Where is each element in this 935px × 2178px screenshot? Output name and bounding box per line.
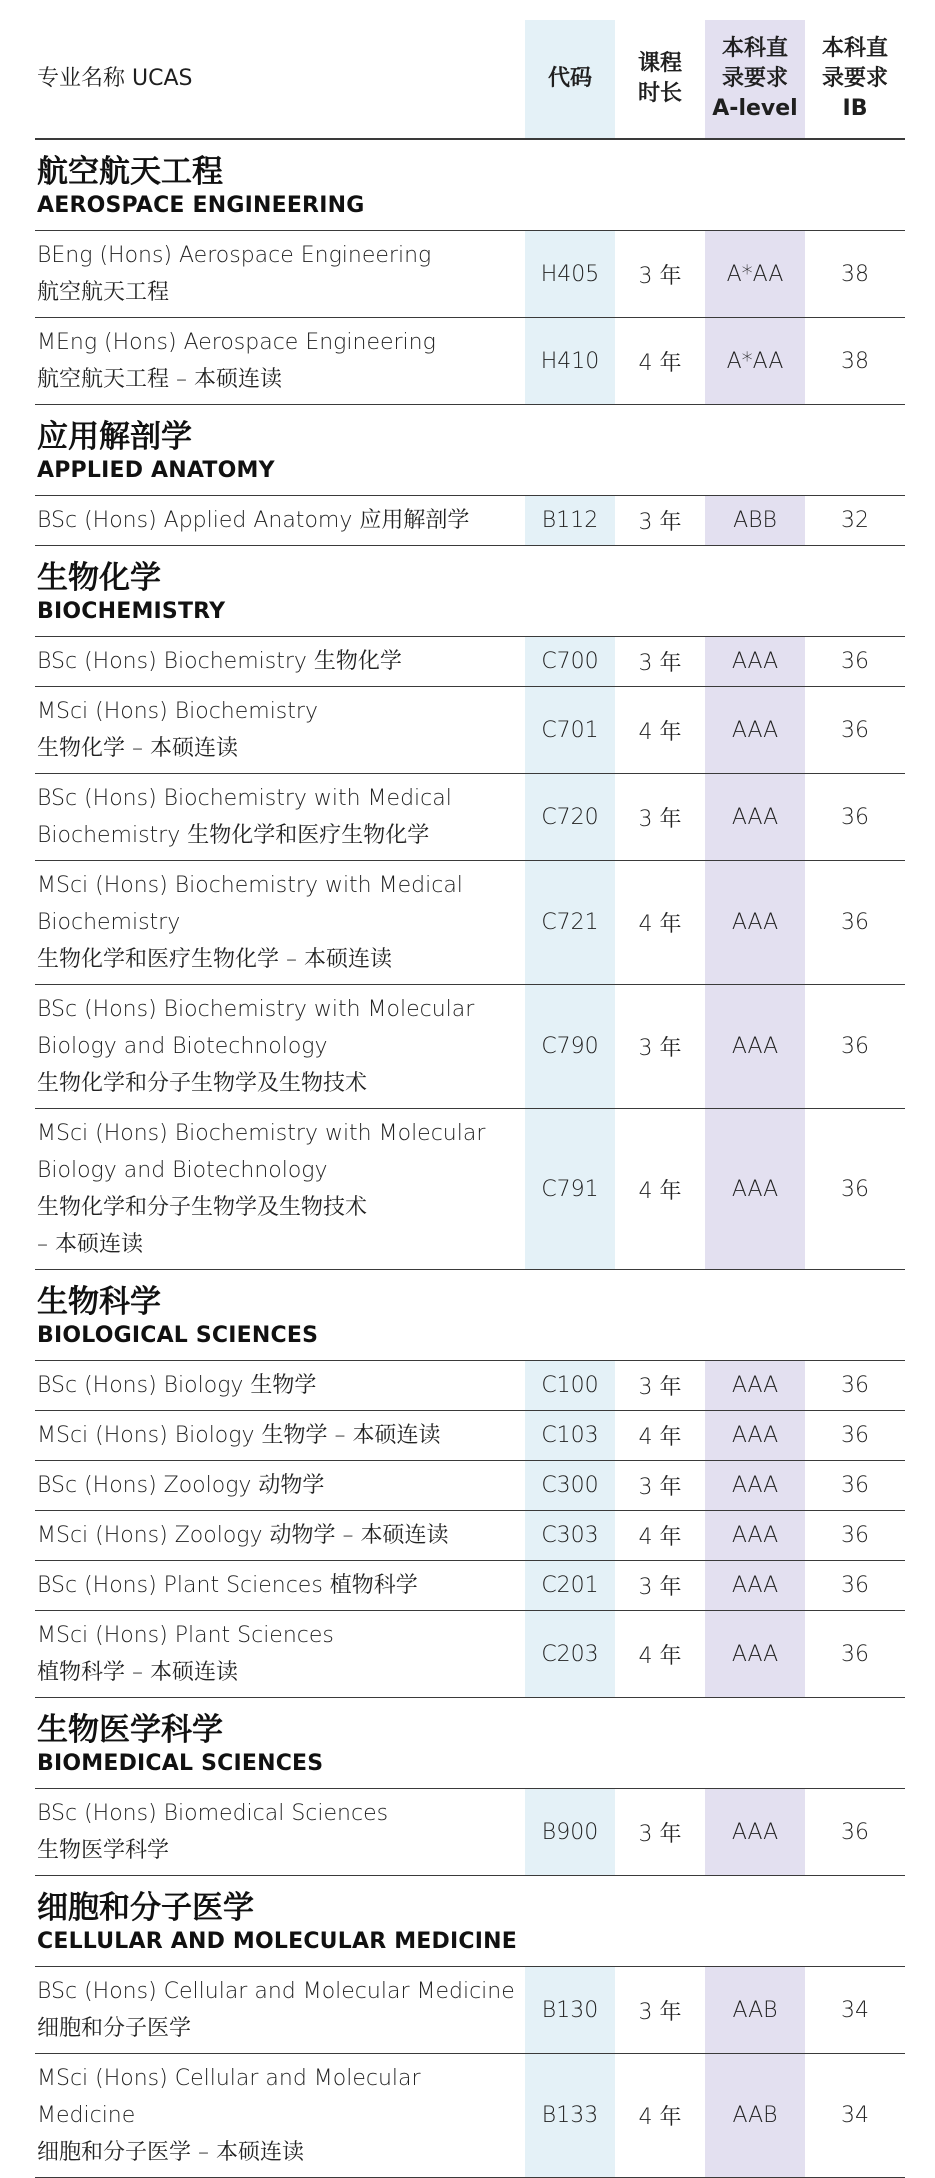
header-duration	[615, 20, 705, 139]
course-duration: 4 年	[615, 1611, 705, 1698]
course-duration: 4 年	[615, 318, 705, 405]
course-duration: 4 年	[615, 1109, 705, 1270]
section-header	[35, 1698, 905, 1789]
course-ib: 36	[805, 637, 905, 687]
course-duration: 3 年	[615, 231, 705, 318]
course-name	[35, 2054, 525, 2178]
course-duration: 3 年	[615, 1361, 705, 1411]
course-duration: 3 年	[615, 1789, 705, 1876]
section-title-zh: 应用解剖学	[37, 419, 192, 455]
course-duration: 4 年	[615, 861, 705, 985]
course-code: B900	[525, 1789, 615, 1876]
course-alevel: AAA	[705, 774, 805, 861]
course-alevel: A*AA	[705, 231, 805, 318]
course-row	[35, 1561, 905, 1611]
course-alevel: A*AA	[705, 318, 805, 405]
course-duration: 4 年	[615, 1511, 705, 1561]
course-name	[35, 231, 525, 318]
section-title-en: BIOCHEMISTRY	[37, 599, 226, 624]
section-header-row	[35, 1698, 905, 1789]
course-code: C100	[525, 1361, 615, 1411]
course-name	[35, 1611, 525, 1698]
section-title-en: AEROSPACE ENGINEERING	[37, 193, 365, 218]
section-title-zh: 生物科学	[37, 1284, 161, 1320]
course-row	[35, 1109, 905, 1270]
course-code: C701	[525, 687, 615, 774]
course-code: H410	[525, 318, 615, 405]
course-row	[35, 1789, 905, 1876]
course-name	[35, 1967, 525, 2054]
header-alevel-line: A-level	[712, 96, 798, 121]
header-code	[525, 20, 615, 139]
header-code-label: 代码	[547, 66, 592, 91]
section-header-row	[35, 139, 905, 231]
course-name-line: MSci (Hons) Zoology 动物学 – 本硕连读	[37, 1523, 449, 1548]
course-ib: 36	[805, 1561, 905, 1611]
section-title-en: BIOMEDICAL SCIENCES	[37, 1751, 324, 1776]
course-name-line: BSc (Hons) Biomedical Sciences	[37, 1801, 389, 1826]
course-row	[35, 231, 905, 318]
course-name-line: 航空航天工程 – 本硕连读	[37, 367, 282, 392]
course-code: B130	[525, 1967, 615, 2054]
header-duration-line: 课程	[637, 51, 682, 76]
course-row	[35, 687, 905, 774]
header-ib-line: 本科直	[821, 36, 888, 61]
course-name-line: 生物化学和分子生物学及生物技术	[37, 1195, 368, 1220]
course-row	[35, 985, 905, 1109]
course-duration: 3 年	[615, 496, 705, 546]
course-row	[35, 496, 905, 546]
course-name-line: BSc (Hons) Biochemistry with Medical	[37, 786, 452, 811]
section-title-en: APPLIED ANATOMY	[37, 458, 275, 483]
header-course-name-label: 专业名称 UCAS	[37, 66, 193, 91]
course-code: C720	[525, 774, 615, 861]
course-row	[35, 774, 905, 861]
course-alevel: AAA	[705, 1511, 805, 1561]
course-name	[35, 774, 525, 861]
course-code: C103	[525, 1411, 615, 1461]
section-header-row	[35, 546, 905, 637]
course-name-line: 细胞和分子医学	[37, 2016, 192, 2041]
course-row	[35, 1511, 905, 1561]
course-name-line: BSc (Hons) Cellular and Molecular Medicine	[37, 1979, 515, 2004]
course-name	[35, 637, 525, 687]
course-row	[35, 637, 905, 687]
course-duration: 3 年	[615, 1461, 705, 1511]
course-name-line: MSci (Hons) Cellular and Molecular Medicine	[37, 2066, 421, 2128]
course-code: C303	[525, 1511, 615, 1561]
course-alevel: AAA	[705, 1789, 805, 1876]
course-name-line: Biology and Biotechnology	[37, 1034, 328, 1059]
course-ib: 36	[805, 1461, 905, 1511]
course-ib: 36	[805, 1109, 905, 1270]
course-ib: 36	[805, 1511, 905, 1561]
course-name-line: 生物医学科学	[37, 1838, 170, 1863]
course-name-line: MSci (Hons) Biology 生物学 – 本硕连读	[37, 1423, 441, 1448]
course-row	[35, 1611, 905, 1698]
course-name-line: MSci (Hons) Biochemistry with Medical	[37, 873, 463, 898]
section-header	[35, 546, 905, 637]
section-title-zh: 生物医学科学	[37, 1712, 223, 1748]
header-ib-line: IB	[842, 96, 868, 121]
section-title-en: BIOLOGICAL SCIENCES	[37, 1323, 319, 1348]
course-code: C203	[525, 1611, 615, 1698]
course-ib: 32	[805, 496, 905, 546]
table-header	[35, 20, 905, 139]
section-title-zh: 细胞和分子医学	[37, 1890, 254, 1926]
section-header-row	[35, 1270, 905, 1361]
course-alevel: AAA	[705, 687, 805, 774]
section-title-zh: 生物化学	[37, 560, 161, 596]
course-name-line: MSci (Hons) Biochemistry	[37, 699, 318, 724]
course-alevel: AAA	[705, 1461, 805, 1511]
course-alevel: AAA	[705, 1411, 805, 1461]
course-duration: 3 年	[615, 774, 705, 861]
course-alevel: AAA	[705, 861, 805, 985]
course-duration: 4 年	[615, 1411, 705, 1461]
header-alevel-line: 录要求	[721, 66, 788, 91]
course-name	[35, 1511, 525, 1561]
course-duration: 3 年	[615, 637, 705, 687]
section-header	[35, 405, 905, 496]
course-name-line: BSc (Hons) Zoology 动物学	[37, 1473, 325, 1498]
course-duration: 3 年	[615, 1967, 705, 2054]
course-name-line: BSc (Hons) Plant Sciences 植物科学	[37, 1573, 418, 1598]
course-name	[35, 861, 525, 985]
course-ib: 36	[805, 861, 905, 985]
course-name-line: BEng (Hons) Aerospace Engineering	[37, 243, 432, 268]
course-row	[35, 2054, 905, 2178]
section-title-zh: 航空航天工程	[37, 154, 223, 190]
course-name-line: Biochemistry 生物化学和医疗生物化学	[37, 823, 430, 848]
course-name-line: 细胞和分子医学 – 本硕连读	[37, 2140, 304, 2165]
course-row	[35, 1361, 905, 1411]
course-row	[35, 1461, 905, 1511]
course-name-line: 植物科学 – 本硕连读	[37, 1660, 238, 1685]
course-code: C721	[525, 861, 615, 985]
course-name-line: MEng (Hons) Aerospace Engineering	[37, 330, 436, 355]
course-name-line: 生物化学和分子生物学及生物技术	[37, 1071, 368, 1096]
course-requirements-table	[35, 20, 905, 2178]
section-header-row	[35, 405, 905, 496]
course-code: B133	[525, 2054, 615, 2178]
course-duration: 3 年	[615, 985, 705, 1109]
course-ib: 36	[805, 1611, 905, 1698]
course-name	[35, 687, 525, 774]
course-name	[35, 1109, 525, 1270]
course-row	[35, 1411, 905, 1461]
course-alevel: AAA	[705, 1561, 805, 1611]
course-name	[35, 1361, 525, 1411]
course-ib: 34	[805, 1967, 905, 2054]
course-ib: 38	[805, 231, 905, 318]
course-code: C300	[525, 1461, 615, 1511]
course-alevel: AAA	[705, 1611, 805, 1698]
course-name-line: 航空航天工程	[37, 280, 170, 305]
course-row	[35, 861, 905, 985]
header-ib-line: 录要求	[821, 66, 888, 91]
course-name	[35, 1461, 525, 1511]
header-alevel	[705, 20, 805, 139]
course-alevel: AAB	[705, 2054, 805, 2178]
course-ib: 36	[805, 774, 905, 861]
header-ib	[805, 20, 905, 139]
course-alevel: AAB	[705, 1967, 805, 2054]
header-duration-line: 时长	[637, 81, 682, 106]
course-ib: 36	[805, 1411, 905, 1461]
course-name-line: Biology and Biotechnology	[37, 1158, 328, 1183]
course-code: C791	[525, 1109, 615, 1270]
course-name	[35, 496, 525, 546]
course-ib: 36	[805, 1789, 905, 1876]
course-code: C201	[525, 1561, 615, 1611]
table-body	[35, 139, 905, 2178]
course-name	[35, 318, 525, 405]
course-ib: 36	[805, 985, 905, 1109]
course-name	[35, 1789, 525, 1876]
course-alevel: AAA	[705, 1109, 805, 1270]
course-ib: 36	[805, 1361, 905, 1411]
section-title-en: CELLULAR AND MOLECULAR MEDICINE	[37, 1929, 517, 1954]
course-name-line: MSci (Hons) Plant Sciences	[37, 1623, 334, 1648]
course-ib: 34	[805, 2054, 905, 2178]
course-name-line: 生物化学 – 本硕连读	[37, 736, 238, 761]
course-name-line: BSc (Hons) Biochemistry with Molecular	[37, 997, 475, 1022]
course-name-line: BSc (Hons) Applied Anatomy 应用解剖学	[37, 508, 470, 533]
course-code: C700	[525, 637, 615, 687]
header-alevel-line: 本科直	[721, 36, 788, 61]
header-course-name	[35, 20, 525, 139]
course-name-line: BSc (Hons) Biochemistry 生物化学	[37, 649, 402, 674]
course-name-line: – 本硕连读	[37, 1232, 143, 1257]
course-code: H405	[525, 231, 615, 318]
course-duration: 3 年	[615, 1561, 705, 1611]
course-alevel: ABB	[705, 496, 805, 546]
course-code: C790	[525, 985, 615, 1109]
course-alevel: AAA	[705, 1361, 805, 1411]
course-ib: 38	[805, 318, 905, 405]
course-alevel: AAA	[705, 985, 805, 1109]
course-row	[35, 318, 905, 405]
section-header	[35, 139, 905, 231]
course-code: B112	[525, 496, 615, 546]
section-header-row	[35, 1876, 905, 1967]
course-name	[35, 1561, 525, 1611]
course-duration: 4 年	[615, 2054, 705, 2178]
course-name	[35, 985, 525, 1109]
section-header	[35, 1270, 905, 1361]
course-duration: 4 年	[615, 687, 705, 774]
course-name-line: BSc (Hons) Biology 生物学	[37, 1373, 317, 1398]
course-name-line: 生物化学和医疗生物化学 – 本硕连读	[37, 947, 392, 972]
course-name	[35, 1411, 525, 1461]
section-header	[35, 1876, 905, 1967]
course-row	[35, 1967, 905, 2054]
course-alevel: AAA	[705, 637, 805, 687]
course-name-line: Biochemistry	[37, 910, 181, 935]
course-ib: 36	[805, 687, 905, 774]
course-name-line: MSci (Hons) Biochemistry with Molecular	[37, 1121, 486, 1146]
